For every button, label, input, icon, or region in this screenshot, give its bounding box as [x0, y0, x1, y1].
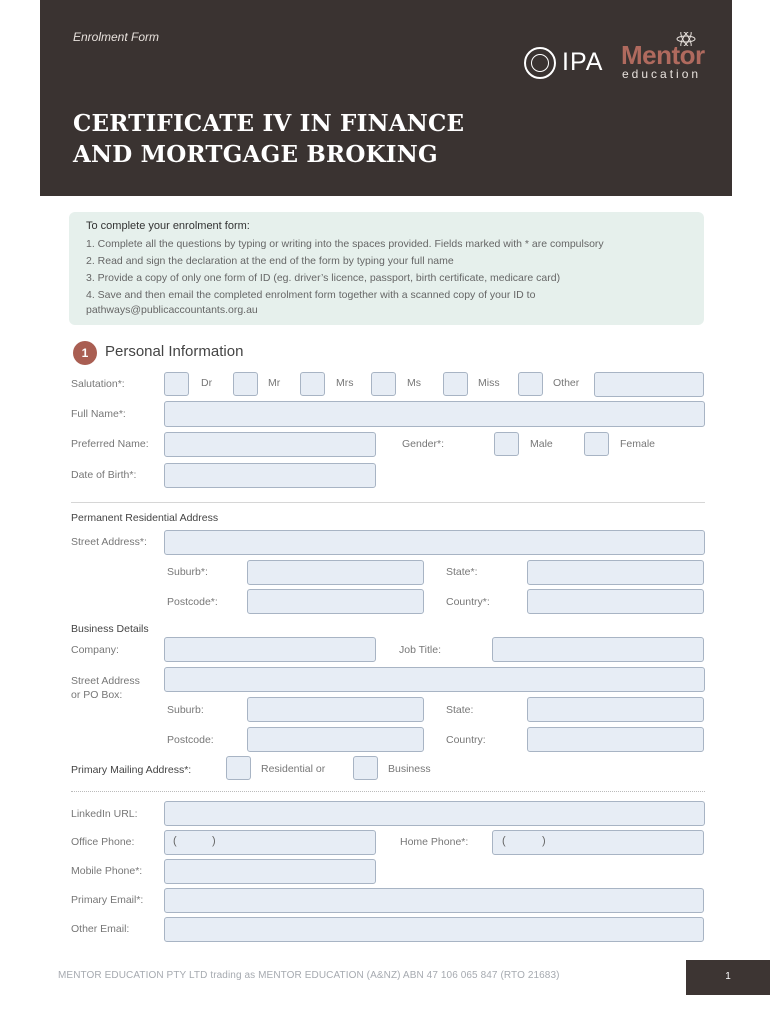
job-title-label: Job Title: — [399, 644, 442, 656]
salutation-option-label: Miss — [478, 377, 500, 389]
full-name-label: Full Name*: — [71, 408, 126, 420]
company-input[interactable] — [164, 637, 376, 662]
business-suburb-input[interactable] — [247, 697, 424, 722]
business-street-label-line2: or PO Box: — [71, 689, 123, 701]
section-number-badge: 1 — [73, 341, 97, 365]
business-suburb-label: Suburb: — [167, 704, 204, 716]
ipa-seal-inner-icon — [531, 54, 549, 72]
mailing-business-checkbox[interactable] — [353, 756, 378, 780]
gender-label: Gender*: — [402, 438, 445, 450]
linkedin-input[interactable] — [164, 801, 705, 826]
salutation-ms-checkbox[interactable] — [371, 372, 396, 396]
postcode-label: Postcode*: — [167, 596, 218, 608]
linkedin-label: LinkedIn URL: — [71, 808, 138, 820]
instructions-title: To complete your enrolment form: — [86, 220, 250, 232]
home-phone-input[interactable] — [492, 830, 704, 855]
salutation-option-label: Mr — [268, 377, 281, 389]
suburb-label: Suburb*: — [167, 566, 208, 578]
preferred-name-input[interactable] — [164, 432, 376, 457]
other-email-label: Other Email: — [71, 923, 130, 935]
office-phone-input[interactable] — [164, 830, 376, 855]
primary-email-label: Primary Email*: — [71, 894, 144, 906]
street-address-label: Street Address*: — [71, 536, 147, 548]
salutation-mrs-checkbox[interactable] — [300, 372, 325, 396]
mailing-residential-checkbox[interactable] — [226, 756, 251, 780]
salutation-option-label: Mrs — [336, 377, 354, 389]
mentor-logo-sub: education — [622, 67, 702, 81]
preferred-name-label: Preferred Name: — [71, 438, 149, 450]
street-address-input[interactable] — [164, 530, 705, 555]
area-code-close: ) — [212, 835, 216, 847]
section-divider — [71, 502, 705, 503]
gender-female-label: Female — [620, 438, 656, 450]
business-country-input[interactable] — [527, 727, 704, 752]
section-divider — [71, 791, 705, 792]
form-type-label: Enrolment Form — [73, 30, 160, 44]
salutation-mr-checkbox[interactable] — [233, 372, 258, 396]
mobile-phone-label: Mobile Phone*: — [71, 865, 143, 877]
business-postcode-input[interactable] — [247, 727, 424, 752]
dob-label: Date of Birth*: — [71, 469, 137, 481]
gender-male-label: Male — [530, 438, 553, 450]
instruction-line: 2. Read and sign the declaration at the end of the form by typing your full name — [86, 255, 454, 267]
dob-input[interactable] — [164, 463, 376, 488]
business-state-input[interactable] — [527, 697, 704, 722]
business-details-title: Business Details — [71, 623, 149, 635]
mobile-phone-input[interactable] — [164, 859, 376, 884]
instruction-line: 3. Provide a copy of only one form of ID (eg. driver’s licence, passport, birth certificate, medicare card) — [86, 272, 561, 284]
job-title-input[interactable] — [492, 637, 704, 662]
country-label: Country*: — [446, 596, 490, 608]
full-name-input[interactable] — [164, 401, 705, 427]
mailing-address-label: Primary Mailing Address*: — [71, 764, 192, 776]
mailing-residential-label: Residential or — [261, 763, 326, 775]
office-phone-label: Office Phone: — [71, 836, 135, 848]
country-input[interactable] — [527, 589, 704, 614]
residential-address-title: Permanent Residential Address — [71, 512, 219, 524]
section-title: Personal Information — [105, 343, 244, 360]
postcode-input[interactable] — [247, 589, 424, 614]
salutation-miss-checkbox[interactable] — [443, 372, 468, 396]
business-street-input[interactable] — [164, 667, 705, 692]
area-code-close: ) — [542, 835, 546, 847]
mentor-logo: Mentor — [621, 40, 705, 70]
salutation-other-input[interactable] — [594, 372, 704, 397]
page-number: 1 — [686, 960, 770, 995]
primary-email-input[interactable] — [164, 888, 704, 913]
suburb-input[interactable] — [247, 560, 424, 585]
salutation-option-label: Other — [553, 377, 580, 389]
home-phone-label: Home Phone*: — [400, 836, 469, 848]
area-code-open: ( — [173, 835, 177, 847]
ipa-logo: IPA — [562, 48, 604, 76]
business-street-label: Street Address — [71, 675, 140, 687]
title-line-1: CERTIFICATE IV IN FINANCE — [73, 110, 465, 137]
salutation-option-label: Ms — [407, 377, 421, 389]
footer-text: MENTOR EDUCATION PTY LTD trading as MENTOR EDUCATION (A&NZ) ABN 47 106 065 847 (RTO 21683) — [58, 970, 560, 981]
area-code-open: ( — [502, 835, 506, 847]
instruction-email: pathways@publicaccountants.org.au — [86, 304, 258, 316]
business-state-label: State: — [446, 704, 474, 716]
other-email-input[interactable] — [164, 917, 704, 942]
title-line-2: AND MORTGAGE BROKING — [73, 141, 438, 168]
gender-female-checkbox[interactable] — [584, 432, 609, 456]
salutation-dr-checkbox[interactable] — [164, 372, 189, 396]
salutation-option-label: Dr — [201, 377, 213, 389]
gender-male-checkbox[interactable] — [494, 432, 519, 456]
salutation-other-checkbox[interactable] — [518, 372, 543, 396]
state-input[interactable] — [527, 560, 704, 585]
salutation-label: Salutation*: — [71, 378, 125, 390]
business-country-label: Country: — [446, 734, 486, 746]
instruction-line: 4. Save and then email the completed enrolment form together with a scanned copy of your ID to — [86, 289, 536, 301]
page-title — [73, 108, 533, 170]
company-label: Company: — [71, 644, 119, 656]
instruction-line: 1. Complete all the questions by typing or writing into the spaces provided. Fields marked with * are compulsory — [86, 238, 604, 250]
mailing-business-label: Business — [388, 763, 431, 775]
business-postcode-label: Postcode: — [167, 734, 214, 746]
state-label: State*: — [446, 566, 478, 578]
